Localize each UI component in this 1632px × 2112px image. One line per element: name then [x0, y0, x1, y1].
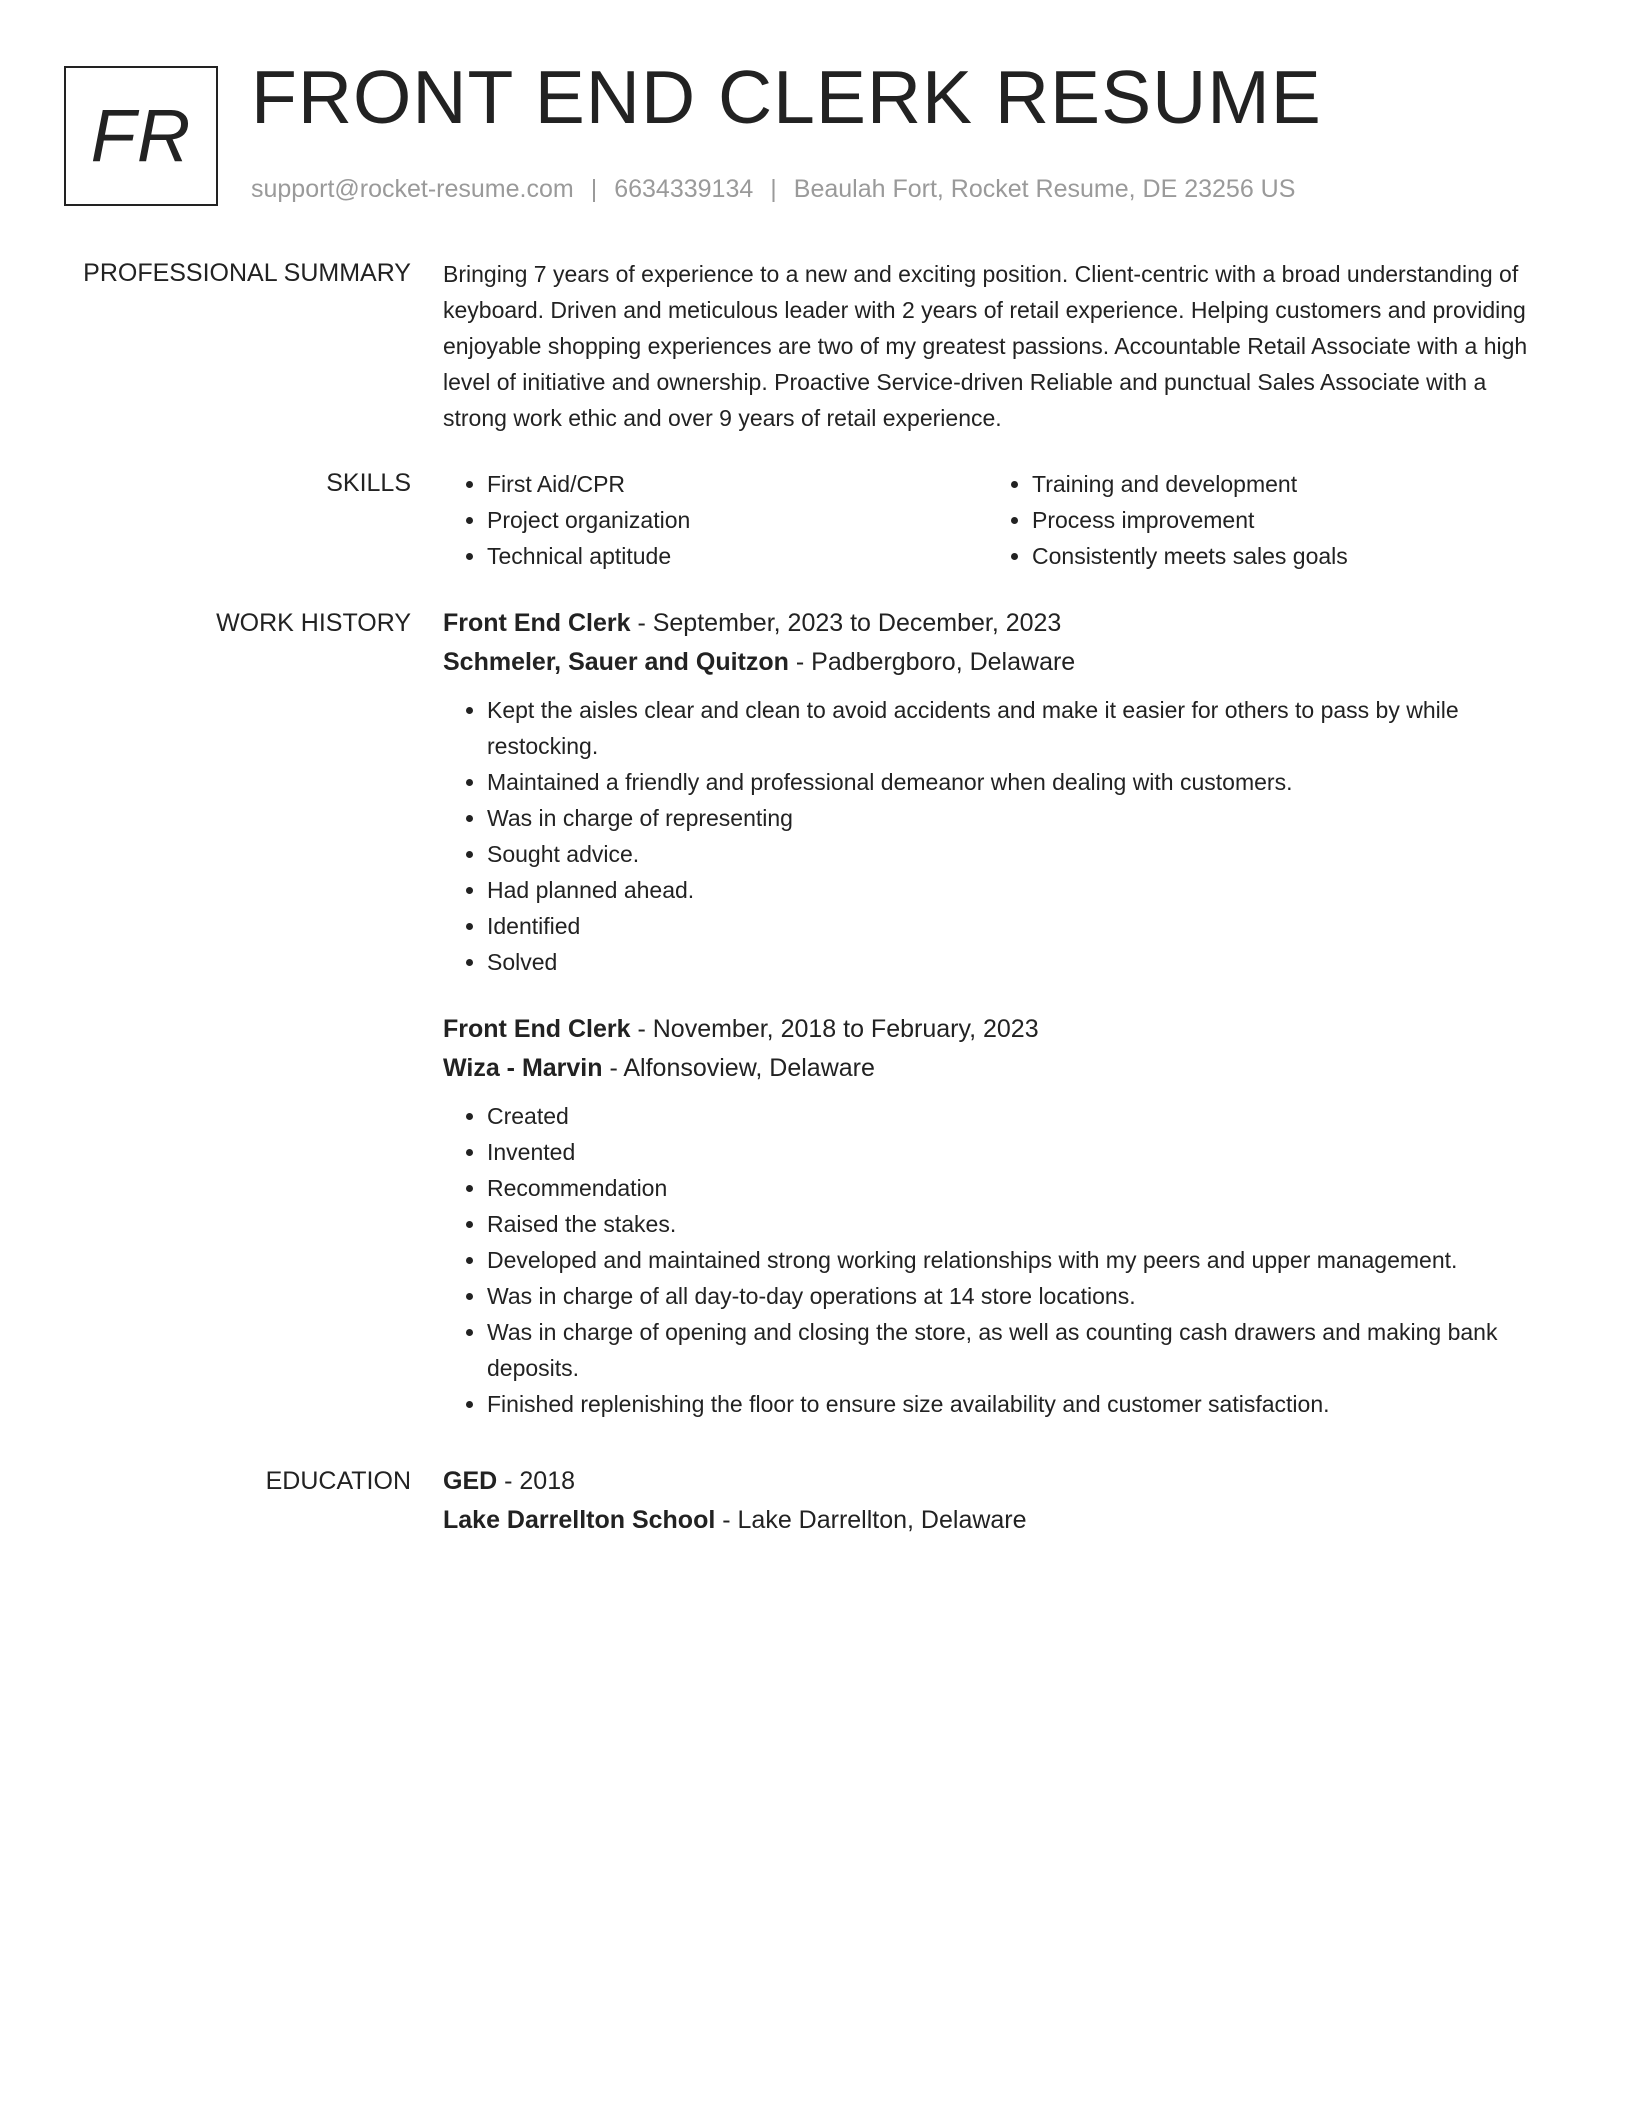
section-label-work-history: WORK HISTORY	[216, 609, 411, 637]
resume-title: FRONT END CLERK RESUME	[251, 55, 1322, 139]
contact-separator: |	[770, 175, 777, 203]
job-duty: • Developed and maintained strong working relationships with my peers and upper management.	[487, 1242, 1543, 1278]
job-duty: • Invented	[487, 1134, 1543, 1170]
job-duty: • Recommendation	[487, 1170, 1543, 1206]
monogram-initials: FR	[90, 94, 192, 177]
skills-body	[443, 466, 1543, 574]
contact-email: support@rocket-resume.com	[251, 175, 574, 203]
job-duty: • Was in charge of opening and closing the store, as well as counting cash drawers and making bank deposits.	[487, 1314, 1543, 1386]
summary-body	[443, 256, 1543, 436]
skill-item: • Technical aptitude	[487, 538, 988, 574]
job-title: Front End Clerk	[443, 609, 631, 637]
skill-item: • Process improvement	[1032, 502, 1533, 538]
job-dates: - September, 2023 to December, 2023	[630, 609, 1062, 637]
job-duty: • Was in charge of all day-to-day operations at 14 store locations.	[487, 1278, 1543, 1314]
skill-item: • Training and development	[1032, 466, 1533, 502]
monogram-box	[64, 66, 218, 206]
job-duties	[443, 1098, 1543, 1422]
education-school-line	[443, 1501, 1543, 1540]
education-degree: GED	[443, 1467, 498, 1495]
education-location: - Lake Darrellton, Delaware	[715, 1506, 1027, 1534]
job-location: - Padbergboro, Delaware	[788, 648, 1076, 676]
job-duty: • Kept the aisles clear and clean to avoid accidents and make it easier for others to pass by while restocking.	[487, 692, 1543, 764]
job-duty: • Sought advice.	[487, 836, 1543, 872]
contact-line	[251, 174, 1295, 204]
contact-separator: |	[590, 175, 598, 203]
job-duty: • Had planned ahead.	[487, 872, 1543, 908]
skill-item: • First Aid/CPR	[487, 466, 988, 502]
summary-text: Bringing 7 years of experience to a new and exciting position. Client-centric with a broad understanding of keyboard. Driven and meticulous leader with 2 years of retail experience. Helping customers and providing enjoyable shopping experiences are two of my greatest passions. Accountable Retail Associate with a high level of initiative and ownership. Proactive Service-driven Reliable and punctual Sales Associate with a strong work ethic and over 9 years of retail experience.	[443, 261, 1528, 431]
job-duty: • Solved	[487, 944, 1543, 980]
job-company: Schmeler, Sauer and Quitzon	[443, 648, 789, 676]
job-location: - Alfonsoview, Delaware	[602, 1054, 875, 1082]
job-title: Front End Clerk	[443, 1015, 631, 1043]
skill-item: • Consistently meets sales goals	[1032, 538, 1533, 574]
job-heading	[443, 1010, 1543, 1049]
work-history-body	[443, 604, 1543, 1452]
job-employer	[443, 1049, 1543, 1088]
section-label-skills: SKILLS	[326, 469, 411, 497]
job-company: Wiza - Marvin	[443, 1054, 603, 1082]
job-duty: • Maintained a friendly and professional demeanor when dealing with customers.	[487, 764, 1543, 800]
job-dates: - November, 2018 to February, 2023	[630, 1015, 1039, 1043]
education-year: - 2018	[497, 1467, 576, 1495]
education-school: Lake Darrellton School	[443, 1506, 716, 1534]
skills-grid	[443, 466, 1543, 574]
job-entry	[443, 604, 1543, 980]
skills-list-left	[443, 466, 988, 574]
skills-list-right	[988, 466, 1533, 574]
contact-address: Beaulah Fort, Rocket Resume, DE 23256 US	[793, 175, 1296, 203]
job-heading	[443, 604, 1543, 643]
skill-item: • Project organization	[487, 502, 988, 538]
section-label-education: EDUCATION	[265, 1467, 411, 1495]
job-duty: • Finished replenishing the floor to ensure size availability and customer satisfaction.	[487, 1386, 1543, 1422]
job-entry	[443, 1010, 1543, 1422]
job-employer	[443, 643, 1543, 682]
contact-phone: 6634339134	[614, 175, 754, 203]
job-duty: • Identified	[487, 908, 1543, 944]
job-duty: • Was in charge of representing	[487, 800, 1543, 836]
job-duties	[443, 692, 1543, 980]
education-body	[443, 1462, 1543, 1540]
job-duty: • Raised the stakes.	[487, 1206, 1543, 1242]
section-label-summary: PROFESSIONAL SUMMARY	[83, 259, 411, 287]
job-duty: • Created	[487, 1098, 1543, 1134]
education-heading	[443, 1462, 1543, 1501]
